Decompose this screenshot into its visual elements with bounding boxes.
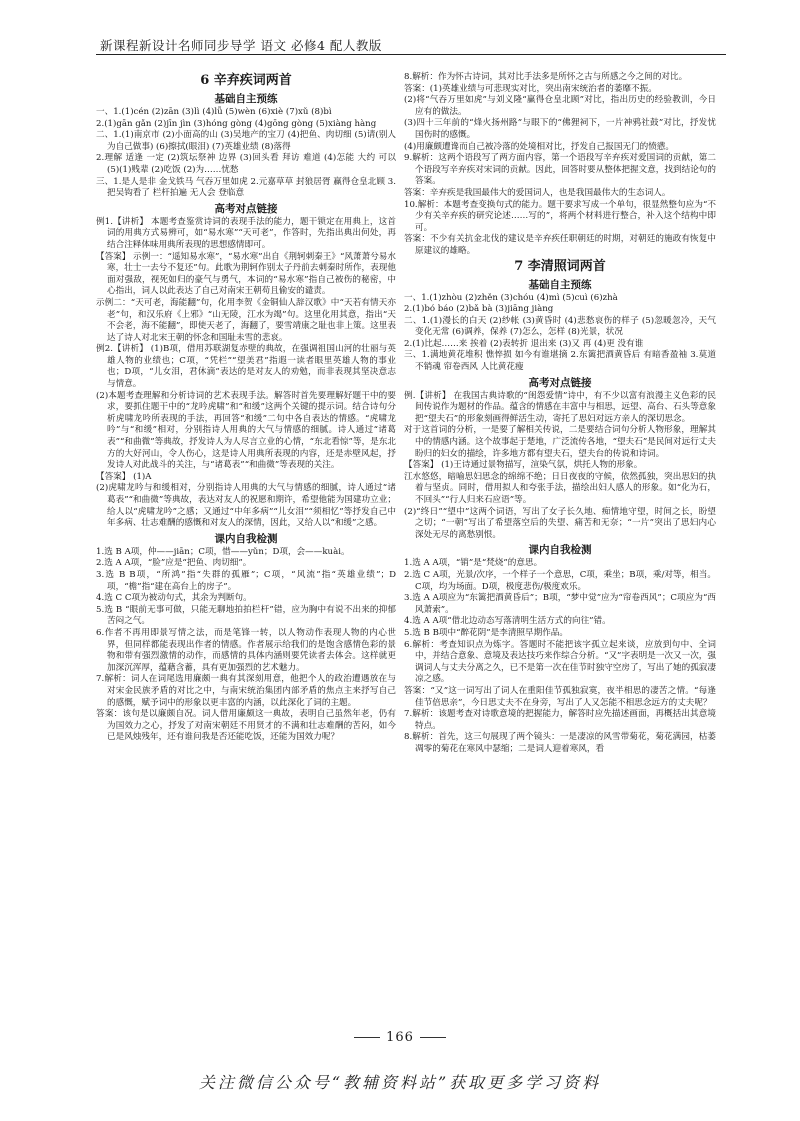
lesson-6-title: 6 辛弃疾词两首	[200, 73, 292, 88]
exam-paragraph: 江水悠悠，暗喻思妇思念的绵绵不绝；日日夜夜的守候，依然孤独，突出思妇的执着与坚贞。同时，借用拟人和夸张手法，描绘出妇人感人的形象。如“化为石，不回头”“行人归来石应语”等。	[404, 471, 716, 505]
header-rule	[96, 54, 726, 55]
check-paragraph: 8.解析：首先，这三句展现了两个镜头：一是凄凉的风雪带菊花，菊花满园，枯萎凋零的菊花在寒风中瑟缩；二是词人迎着寒风，看	[404, 732, 716, 754]
check-paragraph: 1.选 A A项，“销”是“梵烧”的意思。	[404, 558, 543, 569]
check-paragraph: 7.解析：词人在词尾选用廉颇一典有其深刻用意，他把个人的政治遭遇放在与对宋金民族矛盾的对比之中，与南宋统治集团内部矛盾的焦点主来抒写自己的感慨，赋予词中的形象以更丰富的内涵，以此深化了词的主题。	[96, 674, 396, 708]
answer-line: 二、1.(1)漫长的白天 (2)纱帐 (3)黄昏时 (4)悲愁哀伤的样子 (5)忽暖忽冷，天气变化无常 (6)调养，保养 (7)怎么，怎样 (8)光景，状况	[404, 315, 716, 338]
lesson-7-title: 7 李清照词两首	[514, 258, 606, 274]
check-paragraph: 4.选 A A项“借北边动态写落清明生活方式的向往”错。	[404, 616, 611, 627]
section-title-selfcheck: 课内自我检测	[528, 544, 592, 557]
page-number-text: 166	[386, 1030, 414, 1045]
exam-paragraph: 示例二：“天可老，海能翻”句，化用李贺《金铜仙人辞汉歌》中“天若有情天亦老”句，和汉乐府《上邪》“山无陵，江水为竭”句。这里化用其意，指出“天不会老，海不能翻”，即使天老了，海翻了，要雪靖康之耻也非上策。这里表达了诗人对北宋王朝的怀念和国耻未雪的悲哀。	[96, 297, 396, 343]
answer-line: 2.(1)比起……来 挨着 (2)表转折 退出来 (3)又 再 (4)更 没有谁	[404, 338, 644, 349]
answer-paragraph: 8.解析：作为怀古诗词，其对比手法多是所怀之古与所感之今之间的对比。	[404, 72, 688, 82]
check-paragraph: 2.选 C A项，光景/次序，一个样子一个意思，C项，乘坐；B项，乘/对等，相当。C项，均为场面。D项，极度悲伤/极度欢乐。	[404, 569, 716, 592]
answer-line: 2.(1)bó báo (2)bǎ bà (3)jiāng jiàng	[404, 304, 554, 315]
answer-paragraph: 答案：辛弃疾是我国最伟大的爱国词人，也是我国最伟大的生态词人。	[404, 187, 671, 198]
check-paragraph: 6.解析：考查知识点为炼字。答题时不能把该字孤立起来谈，应放到句中、全词中，并结合意象、意境及表达技巧来作综合分析。“又”字表明是一次又一次，强调词人与丈夫分离之久，已不是第一次在佳节时独守空房了，写出了她的孤寂凄凉之感。	[404, 639, 716, 685]
check-paragraph: 5.选 B B项中“醉花阴”是李清照早期作品。	[404, 627, 568, 638]
check-paragraph: 6.作者不再用即景写情之法，而是笔锋一转，以人物动作表现人物的内心世界，但同样都能表现出作者的情感。作者展示给我们的是饱含感情色彩的景物和带有强烈激情的动作，而感情的具体内涵则要凭读者去体会。这样就更加深沉浑厚，蕴藉含蓄，具有更加强烈的艺术魅力。	[96, 627, 396, 673]
check-paragraph: 3.选 B B项，“所鸿”指“失群的孤雁”；C项，“风流”指“英雄业绩”；D项，“檐”指“建在高台上的房子”。	[96, 569, 396, 592]
answer-line: 一、1.(1)cén (2)zān (3)lì (4)lǚ (5)wèn (6)xiè (7)xǔ (8)bì	[96, 107, 332, 117]
answer-line: 三、1.满地黄花堆积 憔悴损 如今有谁堪摘 2.东篱把酒黄昏后 有暗香盈袖 3.莫道不销魂 帘卷西风 人比黄花瘦	[404, 350, 716, 373]
check-paragraph: 5.选 B “眼前无事可做，只能无聊地拍拍栏杆”错，应为胸中有说不出来的抑郁苦闷之气。	[96, 604, 396, 627]
exam-paragraph: 例.【讲析】 在我国古典诗歌的“闺怨爱情”诗中，有不少以富有浪漫主义色彩的民间传说作为题材的作品。蕴含的情感在丰富中与相思，远望、高台、石头等意象把“望夫石”的形象刻画得鲜活生动，寄托了思妇对远方亲人的深切思念。	[404, 390, 716, 424]
exam-paragraph: 【答案】 (1)王诗通过景物描写，渲染气氛，烘托人物的形象。	[404, 460, 643, 471]
exam-paragraph: (2)“终日”“望中”这两个词语，写出了女子长久地、痴情地守望，时间之长，盼望之切；“一朝”写出了希望落空后的失望、痛苦和无奈；“一片”突出了思妇内心深处无尽的离愁别恨。	[404, 506, 716, 540]
section-title-exam: 高考对点链接	[528, 376, 592, 389]
page-number	[0, 1030, 800, 1045]
answer-paragraph: 10.解析：本题考查变换句式的能力。题干要求写成一个单句，很显然整句应为“不少有关辛弃疾的研究论述……写的”，将两个材料进行整合，补入这个结构中即可。	[404, 199, 716, 233]
check-paragraph: 答案：“又”这一词写出了词人在重阳佳节孤独寂寞，夜半相思的凄苦之情。“每逢佳节倍思亲”，今日思丈夫不在身旁，写出了人又怎能不相思念远方的丈夫呢？	[404, 685, 716, 708]
section-title-basic: 基础自主预练	[528, 278, 592, 291]
answer-paragraph: (4)用廉颇遭谗而自己被冷落的处境相对比，抒发自己报国无门的愤懑。	[404, 141, 674, 152]
footer-promo: 关注微信公众号“教辅资料站”获取更多学习资料	[198, 1073, 602, 1092]
section-title-selfcheck: 课内自我检测	[214, 532, 278, 545]
answer-paragraph: 答案：(1)英雄业绩与可悲现实对比，突出南宋统治者的萎靡不振。	[404, 83, 657, 94]
exam-paragraph: 例1.【讲析】 本题考查鉴赏诗词的表现手法的能力，题干锁定在用典上，这首词的用典方式易辨可，如“易水寒”“天可老”，作答时，先指出典出何处，再结合注释体味用典所表现的思想感情即可。	[96, 216, 396, 250]
check-paragraph: 7.解析：该题考查对诗歌意境的把握能力，解答时应先描述画面，再概括出其意境特点。	[404, 709, 716, 731]
check-paragraph: 2.选 A A项，“脸”应是“把鱼、肉切细”。	[96, 558, 252, 569]
exam-paragraph: 例2.【讲析】 (1)B项，借用苏联湖复赤壁的典故，在强调祖国山河的壮丽与英雄人物的业绩也；C项，“凭栏”“望美君”指遐一读者眼里英雄人物的事业也；D项，“儿女泪，君休滴”表达的是对友人的劝勉，而非表现其坚决意志与情意。	[96, 344, 396, 390]
check-paragraph: 答案：该句是以廉颇自况。词人借用廉颇这一典故，表明自己虽然年老，仍有为国效力之心，抒发了对南宋朝廷不用贤才的不满和壮志难酬的苦闷，如今已是风烛残年，还有谁问我是否还能吃饭，还能为国效力呢？	[96, 709, 396, 743]
check-paragraph: 1.选 B A项，仲——jiān；C项，惜——yǔn；D项，会——kuài。	[96, 546, 350, 557]
answer-paragraph: (2)将“气吞万里如虎”与刘义隆“赢得仓皇北顾”对比，指出历史的经验教训，今日应有的做法。	[404, 95, 716, 117]
check-paragraph: 4.选 C C项为被动句式，其余为判断句。	[96, 593, 252, 604]
answer-paragraph: 答案：不少有关抗金北伐的建议是辛弃疾任职朝廷的时期，对朝廷的施政有恢复中原建议的雄略。	[404, 234, 716, 256]
check-paragraph: 3.选 A A项应为“东篱把酒黄昏后”；B项，“梦中觉”应为“帘卷西风”；C项应为“西风萧索”。	[404, 593, 716, 615]
answer-paragraph: (3)四十三年前的“烽火扬州路”与眼下的“佛狸祠下，一片神鸦社鼓”对比，抒发忧国伤时的感慨。	[404, 118, 716, 140]
page-number-rule-left	[354, 1037, 380, 1038]
answer-line: 一、1.(1)zhòu (2)zhěn (3)chóu (4)mì (5)cuì (6)zhà	[404, 292, 618, 303]
exam-paragraph: 【答案】 示例一：“遥知易水寒”，“易水寒”出自《荆轲刺秦王》“风萧萧兮易水寒，壮士一去兮不复还”句。此歌为荆轲作别太子丹前去刺秦时所作，表现他面对强敌，视死如归的豪气与勇气，本词的“易水寒”指自己被伤的秘密，中心指出，词人以此表达了自己对南宋王朝苟且偷安的谴责。	[96, 251, 396, 297]
running-header: 新课程新设计名师同步导学 语文 必修4 配人教版	[100, 38, 382, 53]
exam-paragraph: 对于这首词的分析，一是要了解相关传说，二是要结合词句分析人物形象，理解其中的情感内涵。这个故事起于楚地，广泛流传各地，“望夫石”是民间对远行丈夫盼归的妇女的描绘，许多地方都有望夫石，望夫台的传说和诗词。	[404, 425, 716, 459]
answer-line: 2.理解 适逢 一定 (2)筑坛祭神 边界 (3)回头看 拜访 难道 (4)怎能 大约 可以 (5)(1)贱辈 (2)吃饭 (2)为……忧愁	[96, 153, 396, 175]
section-title-exam: 高考对点链接	[214, 202, 278, 215]
answer-paragraph: 9.解析：这两个语段写了两方面内容，第一个语段写辛弃疾对爱国词的贡献，第二个语段写辛弃疾对宋词的贡献。因此，回答时要从整体把握文意，找到结论句的答案。	[404, 153, 716, 187]
right-column	[404, 72, 716, 755]
exam-paragraph: 【答案】 (1)A	[96, 471, 152, 482]
answer-line: 三、1.是人是非 金戈铁马 气吞万里如虎 2.元嘉草草 封狼居胥 赢得仓皇北顾 3.把吴钩看了 栏杆拍遍 无人会 登临意	[96, 176, 396, 199]
answer-line: 2.(1)gān gǎn (2)jīn jìn (3)hóng gòng (4)gōng gòng (5)xiàng hàng	[96, 118, 377, 129]
exam-paragraph: (2)本题考查理解和分析诗词的艺术表现手法。解答时首先要理解好题干中的要求，要抓住题干中的“龙吟虎啸”和“和缓”这两个关键的提示词。结合诗句分析虎啸龙吟所表现的手法，再回答“和缓”二句中各自表达的情感。“虎啸龙吟”与“和缓”相对，分别指诗人用典的大气与情感的细腻。诗人通过“诸葛表”“和曲微”等典故，抒发诗人为人尽言立业的心情，“东北看惊”等，是东北方的大好河山，令人伤心，这是诗人用典所表现的内容，还是赤壁风起，抒发诗人对此战斗的关注，与“诸葛表”“和曲微”等表现的关注。	[96, 390, 396, 471]
left-column	[96, 72, 396, 744]
page-number-rule-right	[420, 1037, 446, 1038]
section-title-basic: 基础自主预练	[214, 93, 278, 105]
exam-paragraph: (2)虎啸龙吟与和缓相对，分别指诗人用典的大气与情感的细腻，诗人通过“诸葛表”“和曲微”等典故，表达对友人的祝愿和期许，希望他能为国建功立业；给人以“虎啸龙吟”之感；又通过“中年多病”“儿女泪”“须相忆”等抒发自己中年多病、壮志难酬的感慨和对友人的深情，因此，又给人以“和缓”之感。	[96, 483, 396, 529]
answer-line: 二、1.(1)南京市 (2)小面高的山 (3)吴地产的宝刀 (4)把鱼、肉切细 (5)请(别人为自己做事) (6)擦拭(眼泪) (7)英雄业绩 (8)落得	[96, 130, 396, 152]
